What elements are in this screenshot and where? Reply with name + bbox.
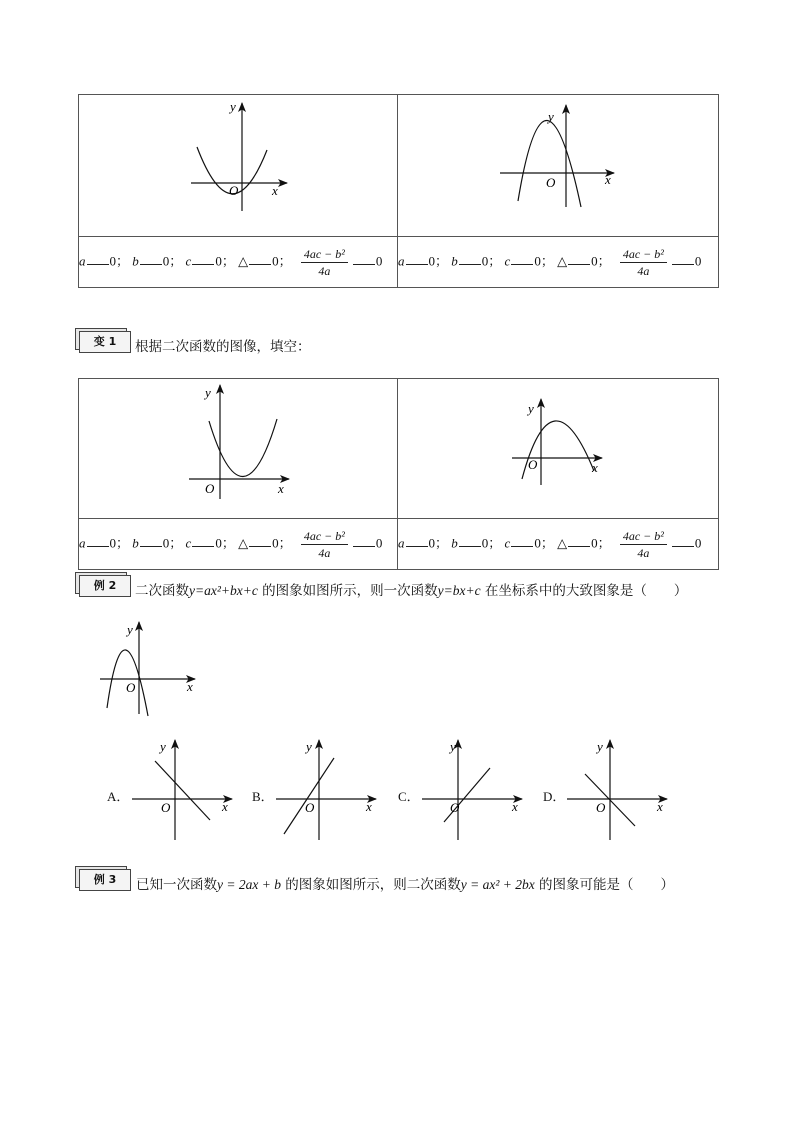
- example2-prompt: 二次函数y=ax²+bx+c 的图象如图所示，则一次函数y=bx+c 在坐标系中的大致图象是（ ）: [135, 583, 688, 599]
- blank[interactable]: [192, 536, 214, 547]
- x-axis-label: x: [592, 460, 598, 475]
- blank[interactable]: [511, 254, 533, 265]
- svg-text:y: y: [160, 739, 166, 754]
- formula-linear: y=bx+c: [437, 583, 481, 598]
- parabola-down-graph: [398, 95, 718, 231]
- y-axis-label: y: [528, 401, 534, 416]
- parabola-down-shifted-graph: [398, 379, 718, 513]
- svg-text:x: x: [512, 799, 518, 814]
- table1-graph-cell-right: [398, 95, 719, 237]
- origin-label: O: [205, 481, 215, 496]
- blank[interactable]: [249, 536, 271, 547]
- blank[interactable]: [192, 254, 214, 265]
- origin-label: O: [546, 175, 556, 190]
- blank[interactable]: [87, 536, 109, 547]
- option-a-label[interactable]: A．: [107, 789, 130, 804]
- blank[interactable]: [87, 254, 109, 265]
- table1-graph-cell-left: [79, 95, 398, 237]
- blank[interactable]: [672, 536, 694, 547]
- table-1: [78, 94, 719, 288]
- formula-quadratic: y=ax²+bx+c: [189, 583, 258, 598]
- table2-fill-row-right: a 0； b 0； c 0； △ 0； $\frac{\text{4ac − b²}}{4a}$ 0: [398, 519, 719, 570]
- formula-linear: y = 2ax + b: [217, 877, 281, 892]
- svg-text:x: x: [222, 799, 228, 814]
- origin-label: O: [528, 457, 538, 472]
- origin-label: O: [126, 680, 136, 695]
- parabola-up-positive-graph: [79, 379, 397, 513]
- table2-graph-cell-left: [79, 379, 398, 519]
- svg-text:y: y: [306, 739, 312, 754]
- example3-prompt: 已知一次函数y = 2ax + b 的图象如图所示，则二次函数y = ax² + 2bx 的图象可能是（ ）: [136, 877, 675, 893]
- blank[interactable]: [568, 254, 590, 265]
- variant1-prompt: 根据二次函数的图像，填空：: [135, 339, 311, 355]
- x-axis-label: x: [278, 481, 284, 496]
- svg-text:O: O: [450, 800, 460, 815]
- option-b-label[interactable]: B．: [252, 789, 274, 804]
- blank[interactable]: [568, 536, 590, 547]
- vertex-fraction: $\frac{\text{4ac − b²}}{4a}$: [301, 528, 348, 561]
- x-axis-label: x: [272, 183, 278, 198]
- vertex-fraction: $\frac{\text{4ac − b²}}{4a}$: [620, 246, 667, 279]
- table1-fill-row-right: a 0； b 0； c 0； △ 0； $\frac{\text{4ac − b²}}{4a}$ 0: [398, 237, 719, 288]
- x-axis-label: x: [187, 679, 193, 694]
- blank[interactable]: [353, 254, 375, 265]
- option-d-graph[interactable]: [563, 736, 673, 842]
- blank[interactable]: [353, 536, 375, 547]
- formula-quadratic: y = ax² + 2bx: [460, 877, 535, 892]
- svg-text:y: y: [450, 739, 456, 754]
- y-axis-label: y: [548, 109, 554, 124]
- y-axis-label: y: [230, 99, 236, 114]
- blank[interactable]: [459, 254, 481, 265]
- table2-graph-cell-right: [398, 379, 719, 519]
- y-axis-label: y: [205, 385, 211, 400]
- y-axis-label: y: [127, 622, 133, 637]
- blank[interactable]: [672, 254, 694, 265]
- blank[interactable]: [511, 536, 533, 547]
- blank[interactable]: [406, 536, 428, 547]
- origin-label: O: [229, 183, 239, 198]
- option-c-graph[interactable]: [418, 736, 528, 842]
- blank[interactable]: [406, 254, 428, 265]
- parabola-up-graph: [79, 95, 397, 231]
- blank[interactable]: [140, 536, 162, 547]
- option-d-label[interactable]: D．: [543, 789, 566, 804]
- svg-text:x: x: [366, 799, 372, 814]
- option-a-graph[interactable]: [128, 736, 238, 842]
- table-2: [78, 378, 719, 570]
- svg-text:x: x: [657, 799, 663, 814]
- blank[interactable]: [249, 254, 271, 265]
- blank[interactable]: [459, 536, 481, 547]
- svg-text:O: O: [596, 800, 606, 815]
- svg-text:y: y: [597, 739, 603, 754]
- table1-fill-row-left: a 0； b 0； c 0； △ 0； $\frac{\text{4ac − b²}}{4a}$ 0: [79, 237, 398, 288]
- x-axis-label: x: [605, 172, 611, 187]
- vertex-fraction: $\frac{\text{4ac − b²}}{4a}$: [301, 246, 348, 279]
- option-b-graph[interactable]: [272, 736, 382, 842]
- svg-text:O: O: [305, 800, 315, 815]
- svg-text:O: O: [161, 800, 171, 815]
- option-c-label[interactable]: C．: [398, 789, 420, 804]
- blank[interactable]: [140, 254, 162, 265]
- vertex-fraction: $\frac{\text{4ac − b²}}{4a}$: [620, 528, 667, 561]
- example2-given-graph: [95, 618, 205, 718]
- table2-fill-row-left: a 0； b 0； c 0； △ 0； $\frac{\text{4ac − b²}}{4a}$ 0: [79, 519, 398, 570]
